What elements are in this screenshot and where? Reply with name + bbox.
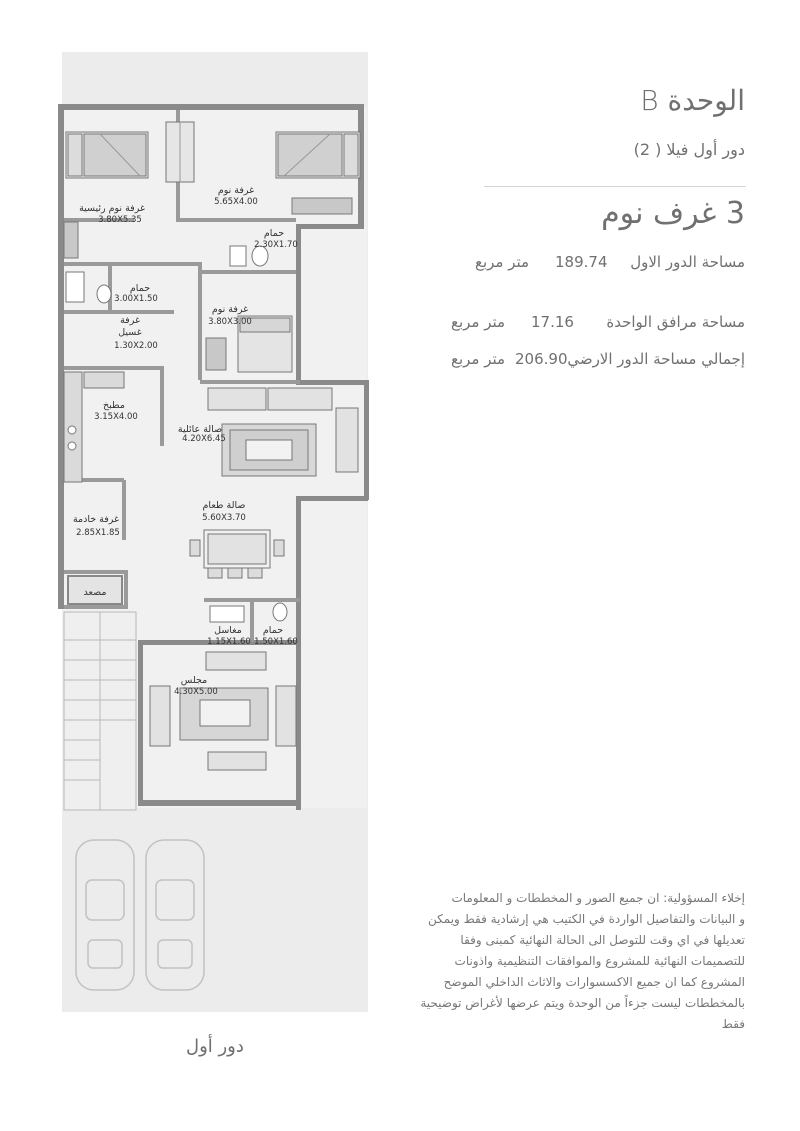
area-label: مساحة الدور الاول bbox=[630, 253, 745, 271]
bath-2-dims: 3.00X1.50 bbox=[114, 294, 158, 304]
unit-title: الوحدة B bbox=[640, 84, 745, 117]
bath-1-name: حمام bbox=[263, 228, 285, 239]
floor-caption: دور أول bbox=[186, 1036, 244, 1057]
maid-room-name: غرفة خادمة bbox=[72, 514, 120, 525]
bedroom-2-name: غرفة نوم bbox=[211, 304, 249, 315]
family-hall-dims: 4.20X6.45 bbox=[182, 434, 226, 444]
bedroom-1-dims: 5.65X4.00 bbox=[214, 197, 258, 207]
disclaimer-line: و البيانات والتفاصيل الواردة في الكتيب هي إرشادية فقط ويمكن bbox=[428, 912, 745, 926]
disclaimer-line: إخلاء المسؤولية: ان جميع الصور و المخططات و المعلومات bbox=[451, 891, 745, 905]
area-unit: متر مربع bbox=[451, 350, 506, 368]
area-unit: متر مربع bbox=[475, 253, 530, 271]
bath-3-name: حمام bbox=[262, 625, 284, 636]
area-label: إجمالي مساحة الدور الارضي bbox=[567, 350, 745, 368]
disclaimer-line: المشروع كما ان جميع الاكسسوارات والاثاث الداخلي الموضح bbox=[443, 975, 745, 989]
disclaimer-line: تعديلها في اي وقت للتوصل الى الحالة النهائية كمبنى وفقا bbox=[460, 933, 745, 947]
area-row-total bbox=[451, 350, 745, 370]
disclaimer bbox=[405, 888, 745, 1035]
bedroom-1-bed bbox=[276, 132, 360, 178]
bath-3-dims: 1.50X1.60 bbox=[254, 637, 298, 647]
area-unit: متر مربع bbox=[451, 313, 506, 331]
staircase bbox=[64, 612, 136, 810]
area-row-first-floor bbox=[475, 253, 745, 273]
majlis-dims: 4.30X5.00 bbox=[174, 687, 218, 697]
kitchen-dims: 3.15X4.00 bbox=[94, 412, 138, 422]
dining-name: صالة طعام bbox=[202, 500, 246, 511]
majlis-name: مجلس bbox=[180, 675, 208, 686]
area-value: 17.16 bbox=[531, 313, 574, 331]
master-bedroom-dims: 3.80X5.35 bbox=[98, 215, 142, 225]
bath-1-dims: 2.30X1.70 bbox=[254, 240, 298, 250]
bedroom-2-dims: 3.80X3.00 bbox=[208, 317, 252, 327]
disclaimer-line: للتصميمات النهائية للمشروع والموافقات التنظيمية واذونات bbox=[454, 954, 745, 968]
family-hall-name: صالة عائلية bbox=[177, 424, 223, 435]
maid-room-dims: 2.85X1.85 bbox=[76, 528, 120, 538]
bath-2-name: حمام bbox=[129, 283, 151, 294]
divider bbox=[484, 186, 746, 187]
area-value: 189.74 bbox=[555, 253, 608, 271]
laundry-name-2: غسيل bbox=[118, 327, 142, 338]
master-bed bbox=[66, 132, 148, 178]
washbasins-dims: 1.15X1.60 bbox=[207, 637, 251, 647]
washbasins-name: مغاسل bbox=[214, 625, 242, 636]
bedroom-count: 3 غرف نوم bbox=[601, 196, 745, 231]
bedroom-1-name: غرفة نوم bbox=[217, 185, 255, 196]
kitchen-name: مطبخ bbox=[103, 400, 125, 411]
laundry-name-1: غرفة bbox=[120, 315, 140, 326]
laundry-dims: 1.30X2.00 bbox=[114, 341, 158, 351]
unit-subtitle: دور أول فيلا ( 2) bbox=[633, 140, 745, 159]
disclaimer-line: بالمخططات ليست جزءاً من الوحدة ويتم عرضها لأغراض توضيحية فقط bbox=[420, 996, 745, 1031]
area-label: مساحة مرافق الواحدة bbox=[606, 313, 745, 331]
area-value: 206.90 bbox=[515, 350, 568, 368]
master-bedroom-name: غرفة نوم رئيسية bbox=[79, 203, 145, 214]
dining-dims: 5.60X3.70 bbox=[202, 513, 246, 523]
area-row-facilities bbox=[451, 313, 745, 333]
elevator-name: مصعد bbox=[83, 587, 107, 598]
